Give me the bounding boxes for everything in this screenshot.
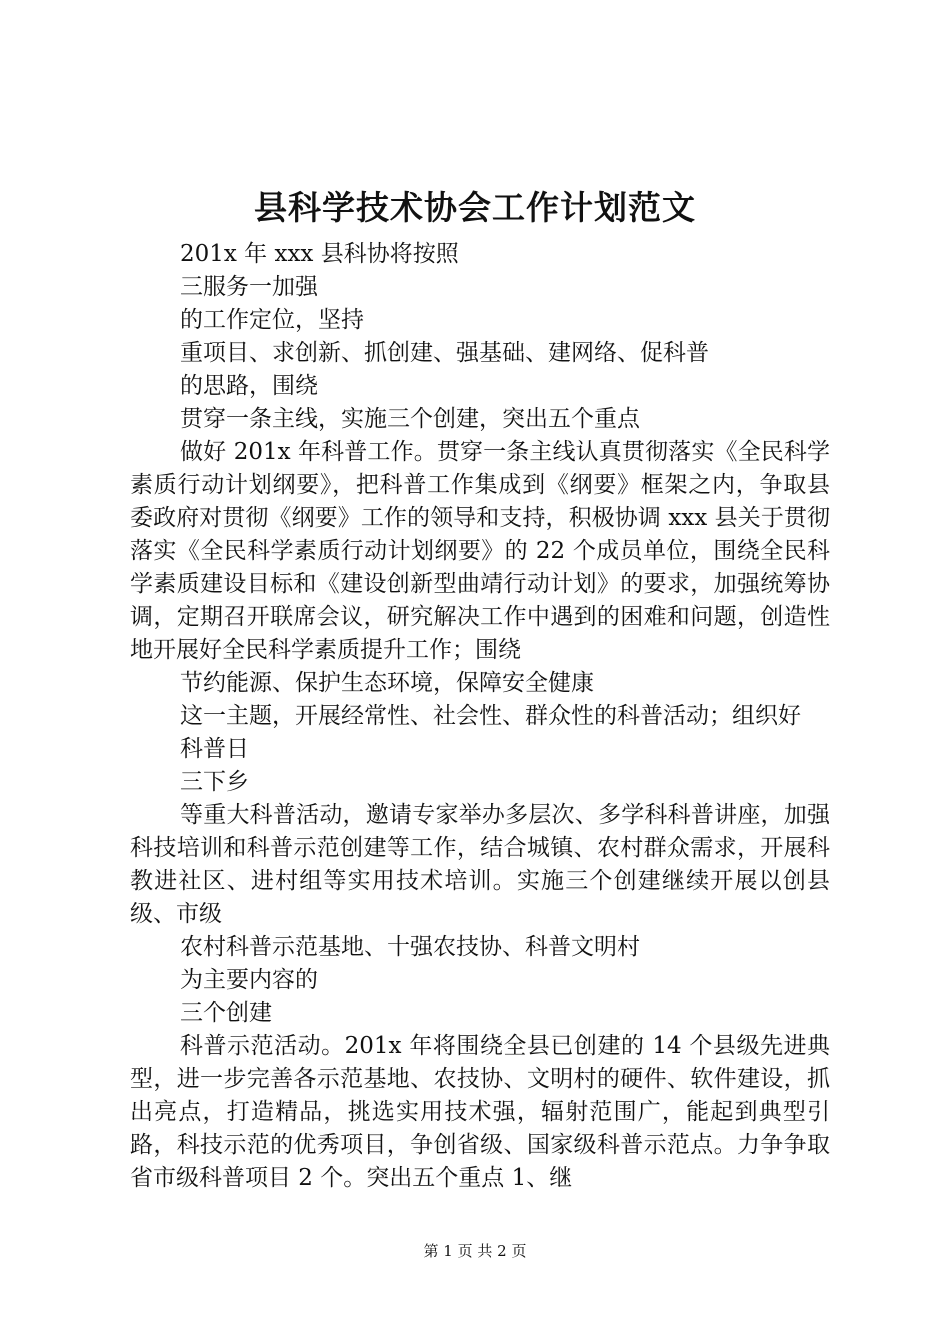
paragraph: 这一主题，开展经常性、社会性、群众性的科普活动；组织好 (180, 703, 801, 729)
paragraph: 的思路，围绕 (180, 373, 318, 399)
paragraph: 贯穿一条主线，实施三个创建，突出五个重点 (180, 406, 640, 432)
paragraph: 为主要内容的 (180, 967, 318, 993)
paragraph: 农村科普示范基地、十强农技协、科普文明村 (180, 934, 640, 960)
paragraph: 节约能源、保护生态环境，保障安全健康 (180, 670, 594, 696)
paragraph: 重项目、求创新、抓创建、强基础、建网络、促科普 (180, 340, 709, 366)
document-title: 县科学技术协会工作计划范文 (254, 188, 696, 227)
paragraph: 科普日 (180, 736, 249, 762)
paragraph: 等重大科普活动，邀请专家举办多层次、多学科科普讲座，加强科技培训和科普示范创建等工作，结合城镇、农村群众需求，开展科教进社区、进村组等实用技术培训。实施三个创建继续开展以创县级、市级 (130, 802, 830, 927)
paragraph: 201x 年 xxx 县科协将按照 (180, 241, 459, 267)
document-body (130, 238, 830, 1195)
paragraph: 科普示范活动。201x 年将围绕全县已创建的 14 个县级先进典型，进一步完善各示范基地、农技协、文明村的硬件、软件建设，抓出亮点，打造精品，挑选实用技术强，辐射范围广，能起到典型引路，科技示范的优秀项目，争创省级、国家级科普示范点。力争争取省市级科普项目 2 个。突出五个重点 1、继 (130, 1033, 830, 1191)
paragraph: 三个创建 (180, 1000, 272, 1026)
paragraph: 三服务一加强 (180, 274, 318, 300)
page-footer (0, 1240, 950, 1262)
page-number: 第 1 页 共 2 页 (423, 1242, 527, 1260)
paragraph: 的工作定位，坚持 (180, 307, 364, 333)
paragraph: 三下乡 (180, 769, 249, 795)
paragraph: 做好 201x 年科普工作。贯穿一条主线认真贯彻落实《全民科学素质行动计划纲要》，把科普工作集成到《纲要》框架之内，争取县委政府对贯彻《纲要》工作的领导和支持，积极协调 xxx 县关于贯彻落实《全民科学素质行动计划纲要》的 22 个成员单位，围绕全民科学素质建设目标和《建设创新型曲靖行动计划》的要求，加强统筹协调，定期召开联席会议，研究解决工作中遇到的困难和问题，创造性地开展好全民科学素质提升工作；围绕 (130, 439, 830, 663)
